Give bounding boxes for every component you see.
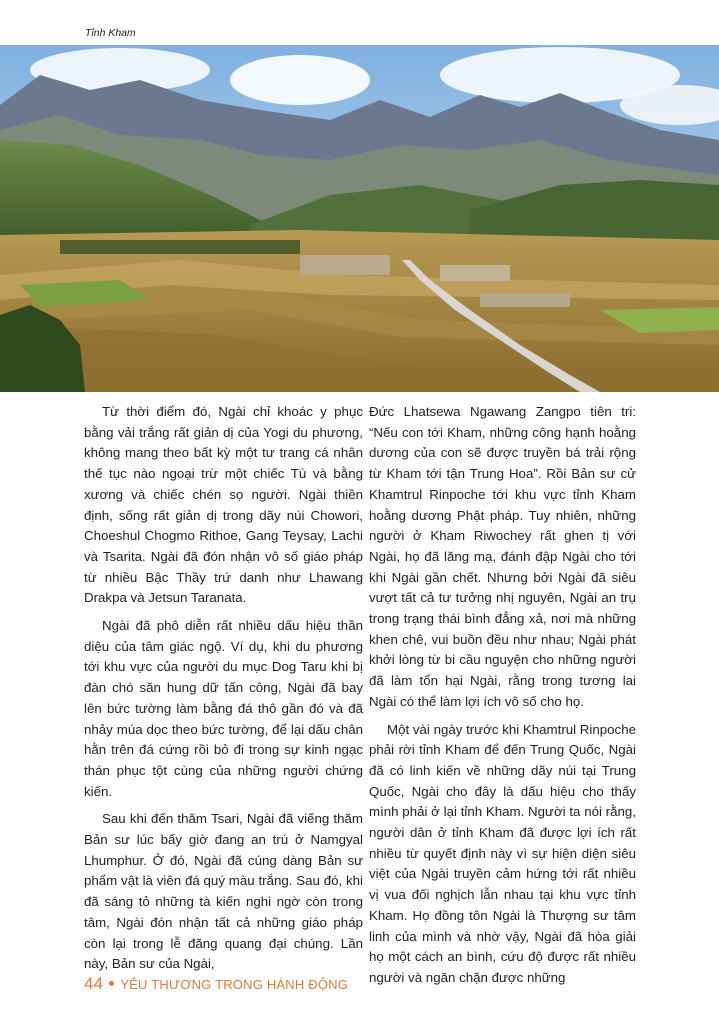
cloud [230,55,370,105]
paragraph: Một vài ngày trước khi Khamtrul Rinpoche phải rời tỉnh Kham để đến Trung Quốc, Ngài đã có linh kiến về những dãy núi tại Trung Quốc, Ngài cho đây là dấu hiệu cho thấy mình phải ở lại tỉnh Kham. Người ta nói rằng, người dân ở tỉnh Kham đã được lợi ích rất nhiều từ quyết định này vì sự hiện diện siêu việt của Ngài truyền cảm hứng tới rất nhiều vị vua đối nghịch lẫn nhau tại khu vực tỉnh Kham. Họ đồng tôn Ngài là Thượng sư tâm linh của mình và nhờ vậy, Ngài đã hòa giải họ một cách an bình, cứu độ được rất nhiều người và ngăn chặn được những [369,721,636,985]
running-header: Tỉnh Kham [85,27,136,39]
landscape-illustration [0,45,719,392]
paragraph: Ngài đã phô diễn rất nhiều dấu hiệu thần diệu của tâm giác ngộ. Ví dụ, khi du phương tới khu vực của người du mục Dog Taru khi bị đàn chó săn hung dữ tấn công, Ngài đã bay lên bức tường làm bằng đá thô gần đó và đã nhảy múa dọc theo bức tường, để lại dấu chân hằn trên đá cứng rồi bỏ đi trong sự kinh ngạc thán phục tột cùng của những người chứng kiến. [84,618,363,799]
village [480,293,570,307]
right-column [369,402,636,996]
paragraph: Sau khi đến thăm Tsari, Ngài đã viếng thăm Bản sư lúc bấy giờ đang an trú ở Namgyal Lhumphur. Ở đó, Ngài đã cúng dàng Bản sư phẩm vật là viên đá quý màu trắng. Sau đó, khi đã sáng tỏ những tà kiến nghi ngờ còn trong tâm, Ngài đón nhận tất cả những giáo pháp còn lại trong lễ đăng quang đại chúng. Lần này, Bản sư của Ngài, [84,811,363,972]
book-title: YÊU THƯƠNG TRONG HÀNH ĐỘNG [120,977,349,992]
left-column [84,402,363,982]
tree-line [60,240,300,254]
paragraph: Đức Lhatsewa Ngawang Zangpo tiên tri: “Nếu con tới Kham, những công hạnh hoằng dương của con sẽ được truyền bá trải rộng từ Kham tới tận Trung Hoa”. Rồi Bản sư cử Khamtrul Rinpoche tới khu vực tỉnh Kham hoằng dương Phật pháp. Tuy nhiên, những người ở Kham Riwochey rất ghen tị với Ngài, họ đã lăng mạ, đánh đập Ngài cho tới khi Ngài gần chết. Nhưng bởi Ngài đã siêu vượt tất cả tư tưởng nhị nguyên, Ngài an trụ trong trạng thái bình đẳng xả, nơi mà những khen chê, vui buồn đều như nhau; Ngài phát khởi lòng từ bi cầu nguyện cho những người đã làm tổn hại Ngài, rằng trong tương lai Ngài có thể làm lợi ích vô số cho họ. [369,404,636,709]
paragraph: Từ thời điểm đó, Ngài chỉ khoác y phục bằng vải trắng rất giản dị của Yogi du phương, không mang theo bất kỳ một tư trang cá nhân thế tục nào ngoại trừ một chiếc Tù và bằng xương và chiếc chén sọ người. Ngài thiền định, sống rất giản dị trong dãy núi Chowori, Choeshul Chogmo Rithoe, Gang Teysay, Lachi và Tsarita. Ngài đã đón nhận vô số giáo pháp từ nhiều Bậc Thầy trứ danh như Lhawang Drakpa và Jetsun Taranata. [84,404,363,606]
landscape-photo [0,45,719,392]
page-footer [84,974,348,994]
bullet-icon [109,981,114,986]
page-number: 44 [84,974,104,993]
village [300,255,390,275]
village [440,265,510,281]
